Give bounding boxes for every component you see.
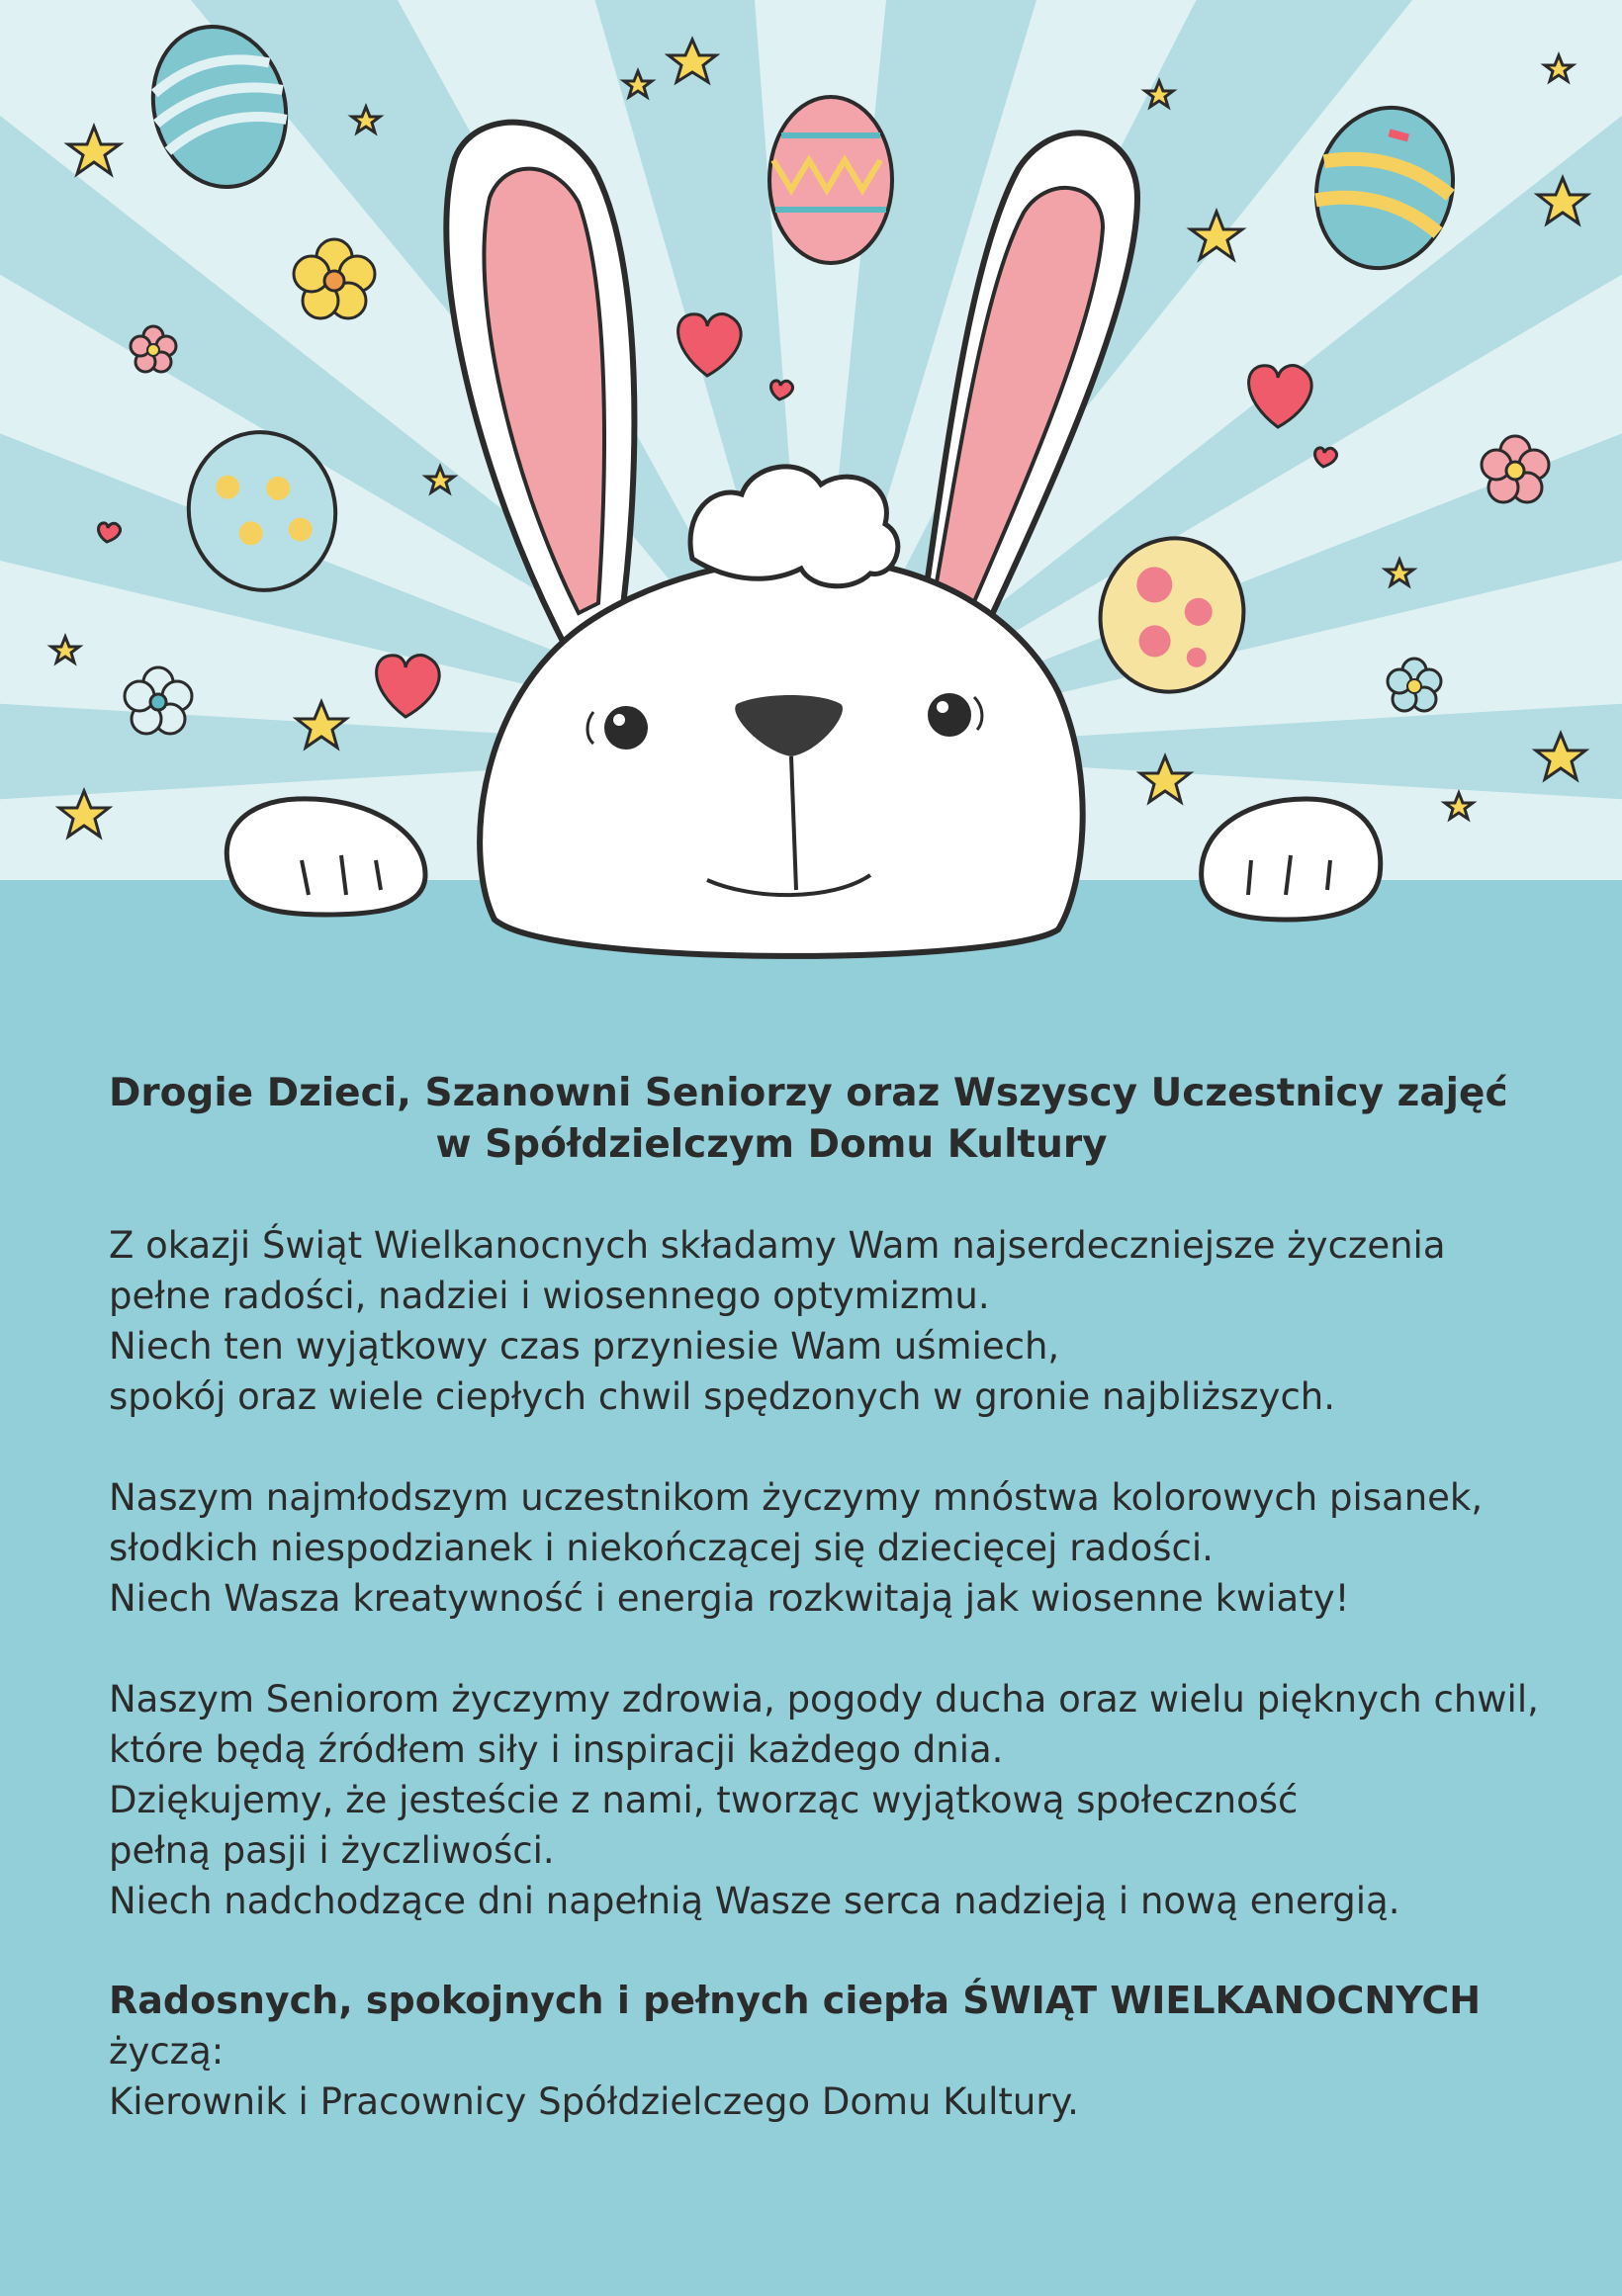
text-line: Z okazji Świąt Wielkanocnych składamy Wam najserdeczniejsze życzenia: [109, 1224, 1446, 1267]
greeting-letter: [109, 1068, 1543, 2127]
easter-egg-icon: [769, 97, 892, 263]
text-line: Naszym Seniorom życzymy zdrowia, pogody ducha oraz wielu pięknych chwil,: [109, 1678, 1539, 1721]
bunny-left-eye: [604, 706, 648, 750]
heading-line-2: w Spółdzielczym Domu Kultury: [435, 1122, 1108, 1167]
text-line: Dziękujemy, że jesteście z nami, tworząc wyjątkową społeczność: [109, 1779, 1299, 1821]
text-line: pełne radości, nadziei i wiosennego optymizmu.: [109, 1275, 990, 1317]
signature: Kierownik i Pracownicy Spółdzielczego Domu Kultury.: [109, 2080, 1079, 2123]
closing-wish: Radosnych, spokojnych i pełnych ciepła ŚWIĄT WIELKANOCNYCH: [109, 1979, 1482, 2022]
text-line: słodkich niespodzianek i niekończącej się dziecięcej radości.: [109, 1527, 1214, 1569]
paragraph-children-wishes: [109, 1472, 1543, 1624]
closing-signature: [109, 1976, 1543, 2127]
text-line: Niech nadchodzące dni napełnią Wasze serca nadzieją i nową energią.: [109, 1880, 1400, 1922]
text-line: które będą źródłem siły i inspiracji każdego dnia.: [109, 1728, 1004, 1771]
closing-line: życzą:: [109, 2030, 225, 2073]
text-line: Naszym najmłodszym uczestnikom życzymy mnóstwa kolorowych pisanek,: [109, 1476, 1484, 1519]
paragraph-seniors-wishes: [109, 1674, 1543, 1926]
letter-heading: [109, 1068, 1543, 1171]
heading-line-1: Drogie Dzieci, Szanowni Seniorzy oraz Wszyscy Uczestnicy zajęć: [109, 1071, 1508, 1115]
text-line: pełną pasji i życzliwości.: [109, 1829, 555, 1872]
bunny-illustration: [0, 0, 1622, 989]
text-line: spokój oraz wiele ciepłych chwil spędzonych w gronie najbliższych.: [109, 1375, 1336, 1418]
paragraph-general-wishes: [109, 1220, 1543, 1422]
bunny-right-eye: [928, 693, 971, 737]
text-line: Niech ten wyjątkowy czas przyniesie Wam uśmiech,: [109, 1325, 1060, 1368]
text-line: Niech Wasza kreatywność i energia rozkwitają jak wiosenne kwiaty!: [109, 1577, 1350, 1620]
